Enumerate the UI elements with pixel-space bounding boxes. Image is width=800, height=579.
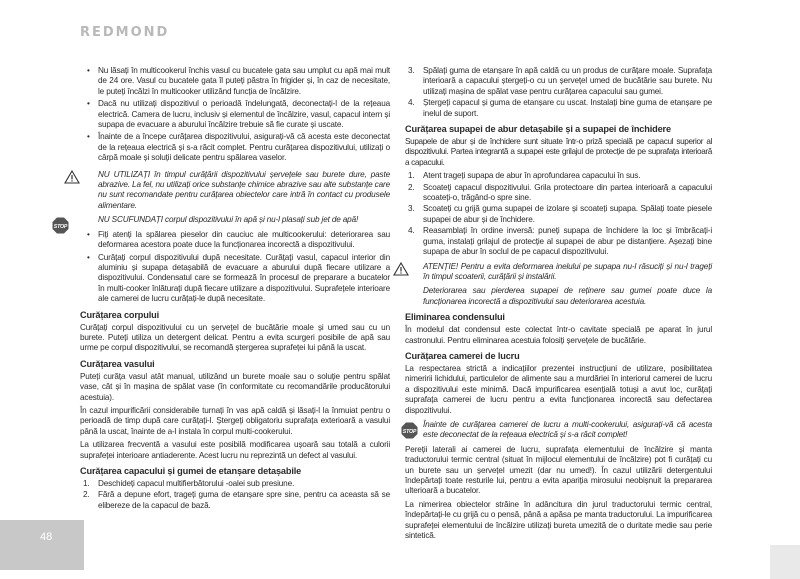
paragraph: Pereții laterali ai camerei de lucru, suprafața elementului de încălzire și manta traductorului termic central (situat în mijlocul elementului de încălzire) pot fi curățați cu un burete sau un șervețel umezit (dar nu umed!). În cazul utilizării detergentului îndepărtați toate resturile lui, pentru a evita apariția mirosului neobișnuit la prepararea ulterioară a bucatelor. (405, 444, 712, 496)
footer-bar (0, 520, 84, 570)
page-number: 48 (40, 531, 53, 543)
list-item: 1. Deschideți capacul multifierbătorului -oalei sub presiune. (83, 479, 295, 488)
stop-icon (401, 422, 418, 439)
paragraph: Curățați corpul dispozitivului cu un șervețel de bucătărie moale și umed sau cu un burete. Puteți utiliza un detergent delicat. Pentru a evita scurgeri posibile de apă sau urme pe corpul dispozitivului, se recomandă ștergerea suprafeței lui până la uscat. (80, 322, 390, 353)
paragraph: Supapele de abur și de închidere sunt situate într-o priză specială pe capacul superior al dispozitivului. Partea integrantă a supapei este grilajul de protecție de pe suprafața interioară a capacului. (405, 137, 712, 167)
warning-text: NU UTILIZAȚI în timpul curățării dispozitivului șervețele sau burete dure, paste abrazive. La fel, nu utilizați orice substanțe chimice abrazive sau alte substanțe care nu sunt recomandate pentru curățarea obiectelor care intră în contact cu produsele alimentare. (98, 169, 390, 210)
paragraph: În cazul impurificării considerabile turnați în vas apă caldă și lăsați-l la înmuiat pentru o perioadă de timp după care curățați-l. Ștergeți obligatoriu suprafața exterioară a vasului până la uscat, înainte de a-l instala în corpul multi-cookerului. (80, 405, 390, 436)
bullet-list-top (80, 66, 390, 164)
paragraph: La nimerirea obiectelor străine în adâncitura din jurul traductorului termic central, îndepărtați-le cu grijă cu o pensă, până a apăsa pe manta traductorului. La impurificarea suprafeței elementului de încălzire utilizați bureta umezită de o duritate medie sau perie sintetică. (405, 499, 712, 541)
valve-steps (405, 171, 712, 257)
list-item: • Curățați corpul dispozitivului după necesitate. Curățați vasul, capacul interior din aluminiu și supapa detașabilă de evacuare a aburului după fiecare utilizare a dispozitivului. Condensatul care se formează în procesul de preparare a bucatelor în multi-cooker înlăturați după fiecare utilizare a dispozitivului. Suprafețele interioare ale camerei de lucru curățați-le după necesitate. (80, 253, 390, 305)
warning-text: Deteriorarea sau pierderea supapei de reținere sau gumei poate duce la funcționarea incorectă a dispozitivului sau deteriorarea acestuia. (423, 286, 712, 306)
paragraph: Puteți curăța vasul atât manual, utilizând un burete moale sau o soluție pentru spălat vase, cât și în mașina de spălat vase (în conformitate cu recomandările producătorului acestuia). (80, 371, 390, 402)
list-item: • Fiți atenți la spălarea pieselor din cauciuc ale multicookerului: deteriorarea sau deformarea acestora poate duce la funcționarea incorectă a dispozitivului. (80, 230, 390, 251)
list-item: 1. Atent trageți supapa de abur în aprofundarea capacului în sus. (408, 171, 641, 181)
bullet-list-mid (80, 230, 390, 305)
list-item: 2. Scoateți capacul dispozitivului. Grila protectoare din partea interioară a capacului scoateți-o, trăgând-o spre sine. (408, 182, 712, 203)
list-item: • Înainte de a începe curățarea dispozitivului, asigurați-vă că acesta este deconectat de la rețeaua electrică și s-a răcit complet. Pentru curățarea dispozitivului, utilizați o cârpă moale și soluții delicate pentru spălarea vaselor. (80, 132, 390, 163)
lid-steps-continued (405, 66, 712, 119)
list-item: • Nu lăsați în multicookerul închis vasul cu bucatele gata sau umplut cu apă mai mult de 24 ore. Vasul cu bucatele gata îl puteți păstra în frigider și, în caz de necesitate, le puteți încălzi în multicooker utilizând funcția de încălzire. (80, 66, 390, 97)
warning-note (80, 170, 390, 212)
warning-icon (64, 170, 80, 184)
stop-note (53, 215, 390, 231)
heading-body-cleaning: Curățarea corpului (80, 309, 159, 320)
heading-bowl-cleaning: Curățarea vasului (80, 358, 155, 369)
list-item: 3. Scoateți cu grijă guma supapei de izolare și scoateți supapa. Spălați toate piesele supapei de abur și de închidere. (408, 204, 712, 224)
list-item: 4. Ștergeți capacul și guma de etanșare cu uscat. Instalați bine guma de etanșare pe inelul de suport. (408, 98, 712, 118)
list-item: 4. Reasamblați în ordine inversă: puneți supapa de închidere la loc și îmbrăcați-i guma, instalați grilajul de protecție al supapei de abur pe distanțiere. Așezați bine supapa de abur în soclul de pe capacul dispozitivului. (408, 226, 712, 257)
warning-note-2 (405, 286, 712, 307)
list-item: 2. Fără a depune efort, trageți guma de etanșare spre sine, pentru ca aceasta să se elibereze de la capacul de bază. (83, 490, 390, 510)
left-column (53, 66, 390, 512)
stop-icon (52, 217, 69, 234)
right-column (402, 66, 712, 544)
paragraph: În modelul dat condensul este colectat într-o cavitate specială pe aparat în jurul castronului. Pentru eliminarea acestuia folosiți șervețele de bucătărie. (405, 325, 712, 345)
paragraph: La utilizarea frecventă a vasului este posibilă modificarea ușoară sau totală a culorii suprafeței interioare antiaderente. Acest lucru nu reprezintă un defect al vasului. (80, 440, 390, 460)
stop-text: Înainte de curățarea camerei de lucru a multi-cookerului, asigurați-vă că acesta este deconectat de la rețeaua electrică și s-a răcit complet! (423, 419, 712, 440)
lid-steps (80, 479, 390, 511)
brand-logo: REDMOND (80, 25, 170, 40)
list-item: 3. Spălați guma de etanșare în apă caldă cu un produs de curățare moale. Suprafața interioară a capacului ștergeți-o cu un șervețel umed de bucătărie sau burete. Nu utilizați mașina de spălat vase pentru curățarea capacului sau gumei. (408, 66, 712, 96)
warning-text: ATENȚIE! Pentru a evita deformarea inelului pe supapa nu-l răsuciți și nu-l trageți în timpul scoaterii, curățării și instalării. (423, 261, 712, 281)
svg-text:STOP: STOP (53, 224, 68, 231)
heading-valve-cleaning: Curățarea supapei de abur detașabile și a supapei de închidere (405, 124, 671, 135)
paragraph: La respectarea strictă a indicațiilor prezentei instrucțiuni de utilizare, posibilitatea nimeririi lichidului, particulelor de alimente sau a murdăriei în interiorul camerei de lucru a dispozitivului este minimă. Dacă impurificarea esențială totuși a avut loc, curățați suprafața camerei de lucru pentru a evita funcționarea incorectă sau defectarea dispozitivului. (405, 363, 712, 415)
list-item: • Dacă nu utilizați dispozitivul o perioadă îndelungată, deconectați-l de la rețeaua electrică. Camera de lucru, inclusiv și elementul de încălzire, vasul, capacul intern și supapa de evacuare a aburului încălzire trebuie să fie curate și uscate. (80, 99, 390, 130)
heading-lid-cleaning: Curățarea capacului și gumei de etanșare detașabile (80, 466, 302, 476)
svg-text:STOP: STOP (402, 428, 417, 435)
warning-icon (393, 262, 409, 276)
stop-text: NU SCUFUNDAȚI corpul dispozitivului în apă și nu-l plasați sub jet de apă! (98, 215, 359, 225)
warning-note (405, 262, 712, 283)
heading-condensate: Eliminarea condensului (405, 312, 505, 323)
stop-note (402, 419, 712, 441)
corner-tab (770, 545, 800, 579)
heading-chamber-cleaning: Curățarea camerei de lucru (405, 350, 520, 361)
